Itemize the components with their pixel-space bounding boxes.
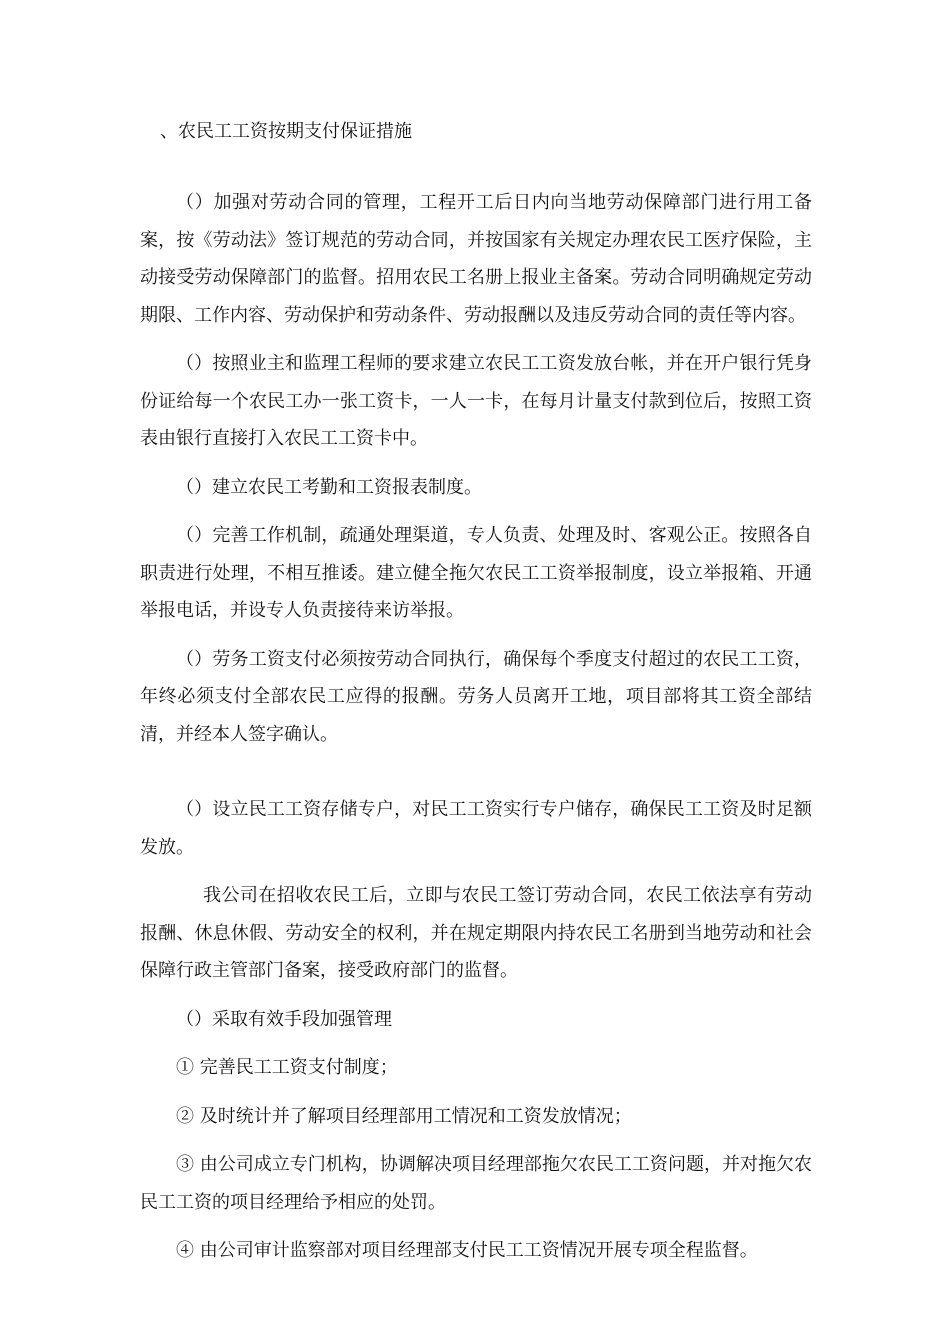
paragraph-wage-ledger: （）按照业主和监理工程师的要求建立农民工工资发放台帐，并在开户银行凭身份证给每一个农民工办一张工资卡，一人一卡，在每月计量支付款到位后，按照工资表由银行直接打入农民工工资卡中。	[140, 353, 812, 449]
paragraph-management-measures: （）采取有效手段加强管理	[176, 1008, 392, 1030]
list-item-special-agency: ③ 由公司成立专门机构，协调解决项目经理部拖欠农民工工资问题，并对拖欠农民工工资的项目经理给予相应的处罚。	[140, 1154, 812, 1213]
paragraph-wage-payment: （）劳务工资支付必须按劳动合同执行，确保每个季度支付超过的农民工工资，年终必须支付全部农民工应得的报酬。劳务人员离开工地，项目部将其工资全部结清，并经本人签字确认。	[140, 648, 812, 745]
paragraph-company-commitment: 我公司在招收农民工后，立即与农民工签订劳动合同，农民工依法享有劳动报酬、休息休假、劳动安全的权利，并在规定期限内持农民工名册到当地劳动和社会保障行政主管部门备案，接受政府部门的监督。	[140, 885, 812, 981]
section-heading: 、农民工工资按期支付保证措施	[160, 121, 412, 142]
document-body	[140, 184, 812, 1281]
paragraph-attendance: （）建立农民工考勤和工资报表制度。	[176, 476, 482, 498]
list-item-audit-supervision: ④ 由公司审计监察部对项目经理部支付民工工资情况开展专项全程监督。	[176, 1240, 758, 1261]
paragraph-special-account: （）设立民工工资存储专户，对民工工资实行专户储存，确保民工工资及时足额发放。	[140, 799, 812, 858]
list-item-employment-statistics: ② 及时统计并了解项目经理部用工情况和工资发放情况；	[176, 1105, 632, 1127]
list-item-payment-system: ① 完善民工工资支付制度；	[176, 1057, 398, 1078]
paragraph-labor-contract: （）加强对劳动合同的管理，工程开工后日内向当地劳动保障部门进行用工备案，按《劳动法》签订规范的劳动合同，并按国家有关规定办理农民工医疗保险，主动接受劳动保障部门的监督。招用农民工名册上报业主备案。劳动合同明确规定劳动期限、工作内容、劳动保护和劳动条件、劳动报酬以及违反劳动合同的责任等内容。	[140, 192, 812, 326]
paragraph-work-mechanism: （）完善工作机制，疏通处理渠道，专人负责、处理及时、客观公正。按照各自职责进行处理，不相互推诿。建立健全拖欠农民工工资举报制度，设立举报箱、开通举报电话，并设专人负责接待来访举报。	[140, 525, 812, 621]
